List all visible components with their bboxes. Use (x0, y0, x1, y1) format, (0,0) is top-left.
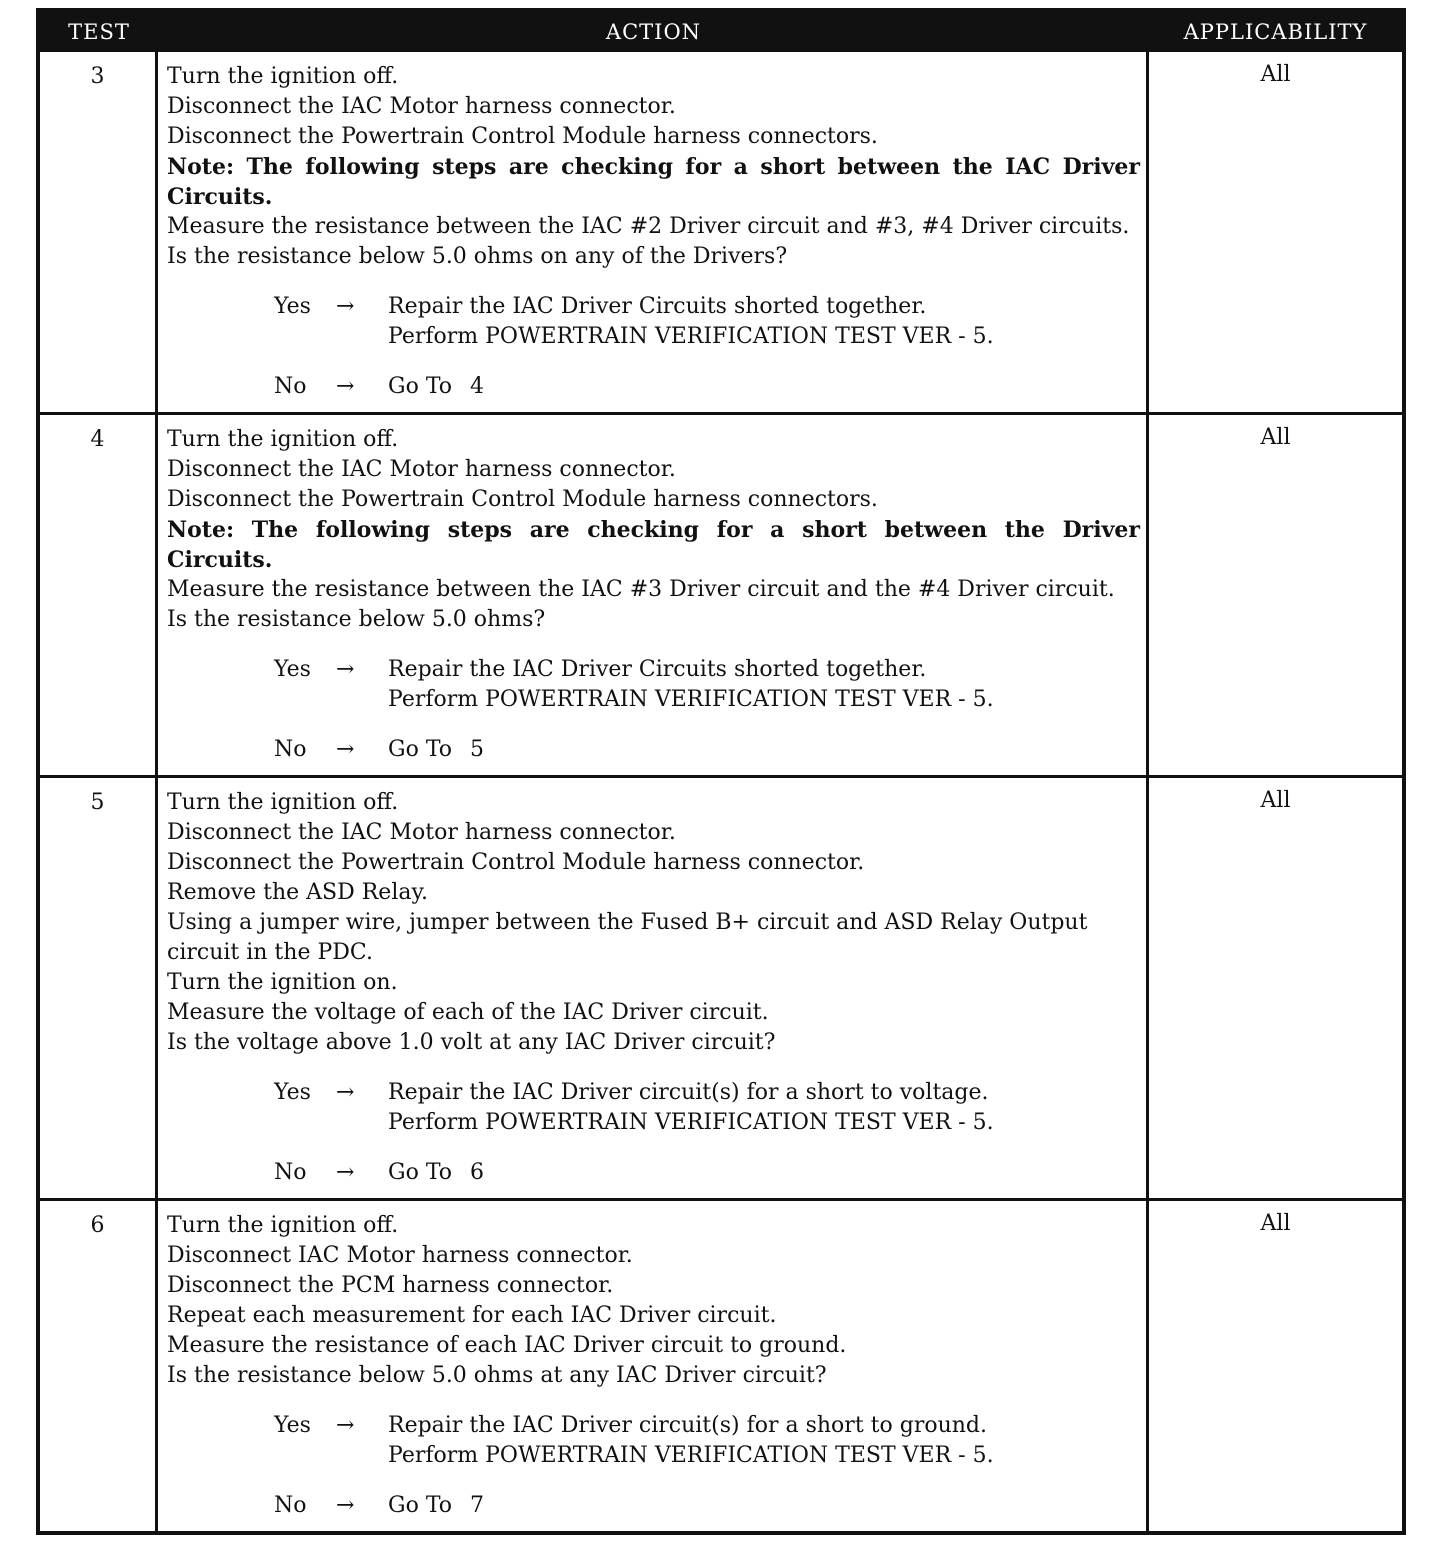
test-number: 5 (40, 778, 158, 1198)
action-step: Is the resistance below 5.0 ohms on any of the Drivers? (167, 244, 788, 269)
action-step: Turn the ignition off. (167, 427, 399, 452)
applicability-value: All (1260, 1211, 1291, 1236)
action-step: Repeat each measurement for each IAC Driver circuit. (167, 1303, 777, 1328)
table-body (40, 52, 1402, 1531)
action-cell (158, 778, 1149, 1198)
yes-result-line: Repair the IAC Driver circuit(s) for a short to voltage. (388, 1080, 989, 1105)
action-step: circuit in the PDC. (167, 940, 373, 965)
yes-label: Yes (274, 1080, 311, 1105)
yes-branch (274, 292, 1140, 352)
applicability-value: All (1260, 425, 1291, 450)
action-note: Note: The following steps are checking for a short between the IAC Driver Circuits. (167, 154, 1140, 210)
action-cell (158, 415, 1149, 775)
goto-label: Go To (388, 374, 453, 399)
action-step: Turn the ignition on. (167, 970, 398, 995)
arrow-right-icon: → (336, 737, 355, 762)
yes-branch (274, 1411, 1140, 1471)
yes-result-line: Perform POWERTRAIN VERIFICATION TEST VER - 5. (388, 1110, 994, 1135)
action-step: Disconnect the IAC Motor harness connector. (167, 820, 676, 845)
decision-block (274, 292, 1140, 402)
yes-branch (274, 655, 1140, 715)
no-branch (274, 372, 1140, 402)
no-label: No (274, 374, 307, 399)
yes-result (388, 292, 994, 352)
yes-label: Yes (274, 657, 311, 682)
goto-label: Go To (388, 737, 453, 762)
arrow-right-icon: → (336, 294, 355, 319)
action-step: Disconnect the IAC Motor harness connector. (167, 457, 676, 482)
diagnostic-test-table (36, 8, 1406, 1535)
goto-label: Go To (388, 1160, 453, 1185)
decision-block (274, 1411, 1140, 1521)
header-test: TEST (68, 20, 130, 44)
applicability-value: All (1260, 62, 1291, 87)
arrow-right-icon: → (336, 657, 355, 682)
action-step: Disconnect the Powertrain Control Module harness connectors. (167, 487, 878, 512)
decision-block (274, 1078, 1140, 1188)
action-step: Using a jumper wire, jumper between the Fused B+ circuit and ASD Relay Output (167, 910, 1088, 935)
action-step: Turn the ignition off. (167, 64, 399, 89)
table-header (40, 12, 1402, 52)
yes-result (388, 1078, 994, 1138)
yes-label: Yes (274, 294, 311, 319)
no-branch (274, 1491, 1140, 1521)
action-cell (158, 1201, 1149, 1531)
yes-result-line: Perform POWERTRAIN VERIFICATION TEST VER - 5. (388, 1443, 994, 1468)
yes-result-line: Repair the IAC Driver Circuits shorted together. (388, 657, 927, 682)
no-branch (274, 735, 1140, 765)
action-step: Disconnect the PCM harness connector. (167, 1273, 614, 1298)
table-row (40, 775, 1402, 1198)
action-step: Measure the voltage of each of the IAC Driver circuit. (167, 1000, 769, 1025)
no-label: No (274, 1493, 307, 1518)
goto-reference (388, 1158, 484, 1188)
action-step: Measure the resistance between the IAC #2 Driver circuit and #3, #4 Driver circuits. (167, 214, 1130, 239)
yes-result-line: Repair the IAC Driver circuit(s) for a short to ground. (388, 1413, 987, 1438)
test-number: 4 (40, 415, 158, 775)
action-step: Measure the resistance between the IAC #3 Driver circuit and the #4 Driver circuit. (167, 577, 1115, 602)
goto-reference (388, 735, 484, 765)
applicability-value: All (1260, 788, 1291, 813)
no-label: No (274, 737, 307, 762)
test-number: 3 (40, 52, 158, 412)
table-row (40, 412, 1402, 775)
table-row (40, 1198, 1402, 1531)
yes-result (388, 655, 994, 715)
no-branch (274, 1158, 1140, 1188)
goto-reference (388, 1491, 484, 1521)
yes-result-line: Perform POWERTRAIN VERIFICATION TEST VER - 5. (388, 324, 994, 349)
decision-block (274, 655, 1140, 765)
yes-result-line: Repair the IAC Driver Circuits shorted together. (388, 294, 927, 319)
action-step: Is the resistance below 5.0 ohms at any IAC Driver circuit? (167, 1363, 827, 1388)
action-step: Disconnect the Powertrain Control Module harness connectors. (167, 124, 878, 149)
goto-number: 5 (470, 737, 485, 762)
no-label: No (274, 1160, 307, 1185)
action-step: Is the resistance below 5.0 ohms? (167, 607, 546, 632)
action-step: Disconnect IAC Motor harness connector. (167, 1243, 633, 1268)
action-cell (158, 52, 1149, 412)
yes-label: Yes (274, 1413, 311, 1438)
goto-number: 4 (470, 374, 485, 399)
yes-result-line: Perform POWERTRAIN VERIFICATION TEST VER - 5. (388, 687, 994, 712)
goto-label: Go To (388, 1493, 453, 1518)
arrow-right-icon: → (336, 1493, 355, 1518)
header-applicability: APPLICABILITY (1183, 20, 1368, 44)
table-row (40, 52, 1402, 412)
goto-reference (388, 372, 484, 402)
goto-number: 6 (470, 1160, 485, 1185)
action-step: Turn the ignition off. (167, 1213, 399, 1238)
action-note: Note: The following steps are checking for a short between the Driver Circuits. (167, 517, 1140, 573)
arrow-right-icon: → (336, 1413, 355, 1438)
action-step: Remove the ASD Relay. (167, 880, 428, 905)
action-step: Turn the ignition off. (167, 790, 399, 815)
action-step: Is the voltage above 1.0 volt at any IAC Driver circuit? (167, 1030, 776, 1055)
yes-result (388, 1411, 994, 1471)
test-number: 6 (40, 1201, 158, 1531)
arrow-right-icon: → (336, 1080, 355, 1105)
action-step: Measure the resistance of each IAC Driver circuit to ground. (167, 1333, 847, 1358)
arrow-right-icon: → (336, 374, 355, 399)
action-step: Disconnect the IAC Motor harness connector. (167, 94, 676, 119)
yes-branch (274, 1078, 1140, 1138)
goto-number: 7 (470, 1493, 485, 1518)
header-action: ACTION (605, 20, 702, 44)
arrow-right-icon: → (336, 1160, 355, 1185)
action-step: Disconnect the Powertrain Control Module harness connector. (167, 850, 865, 875)
